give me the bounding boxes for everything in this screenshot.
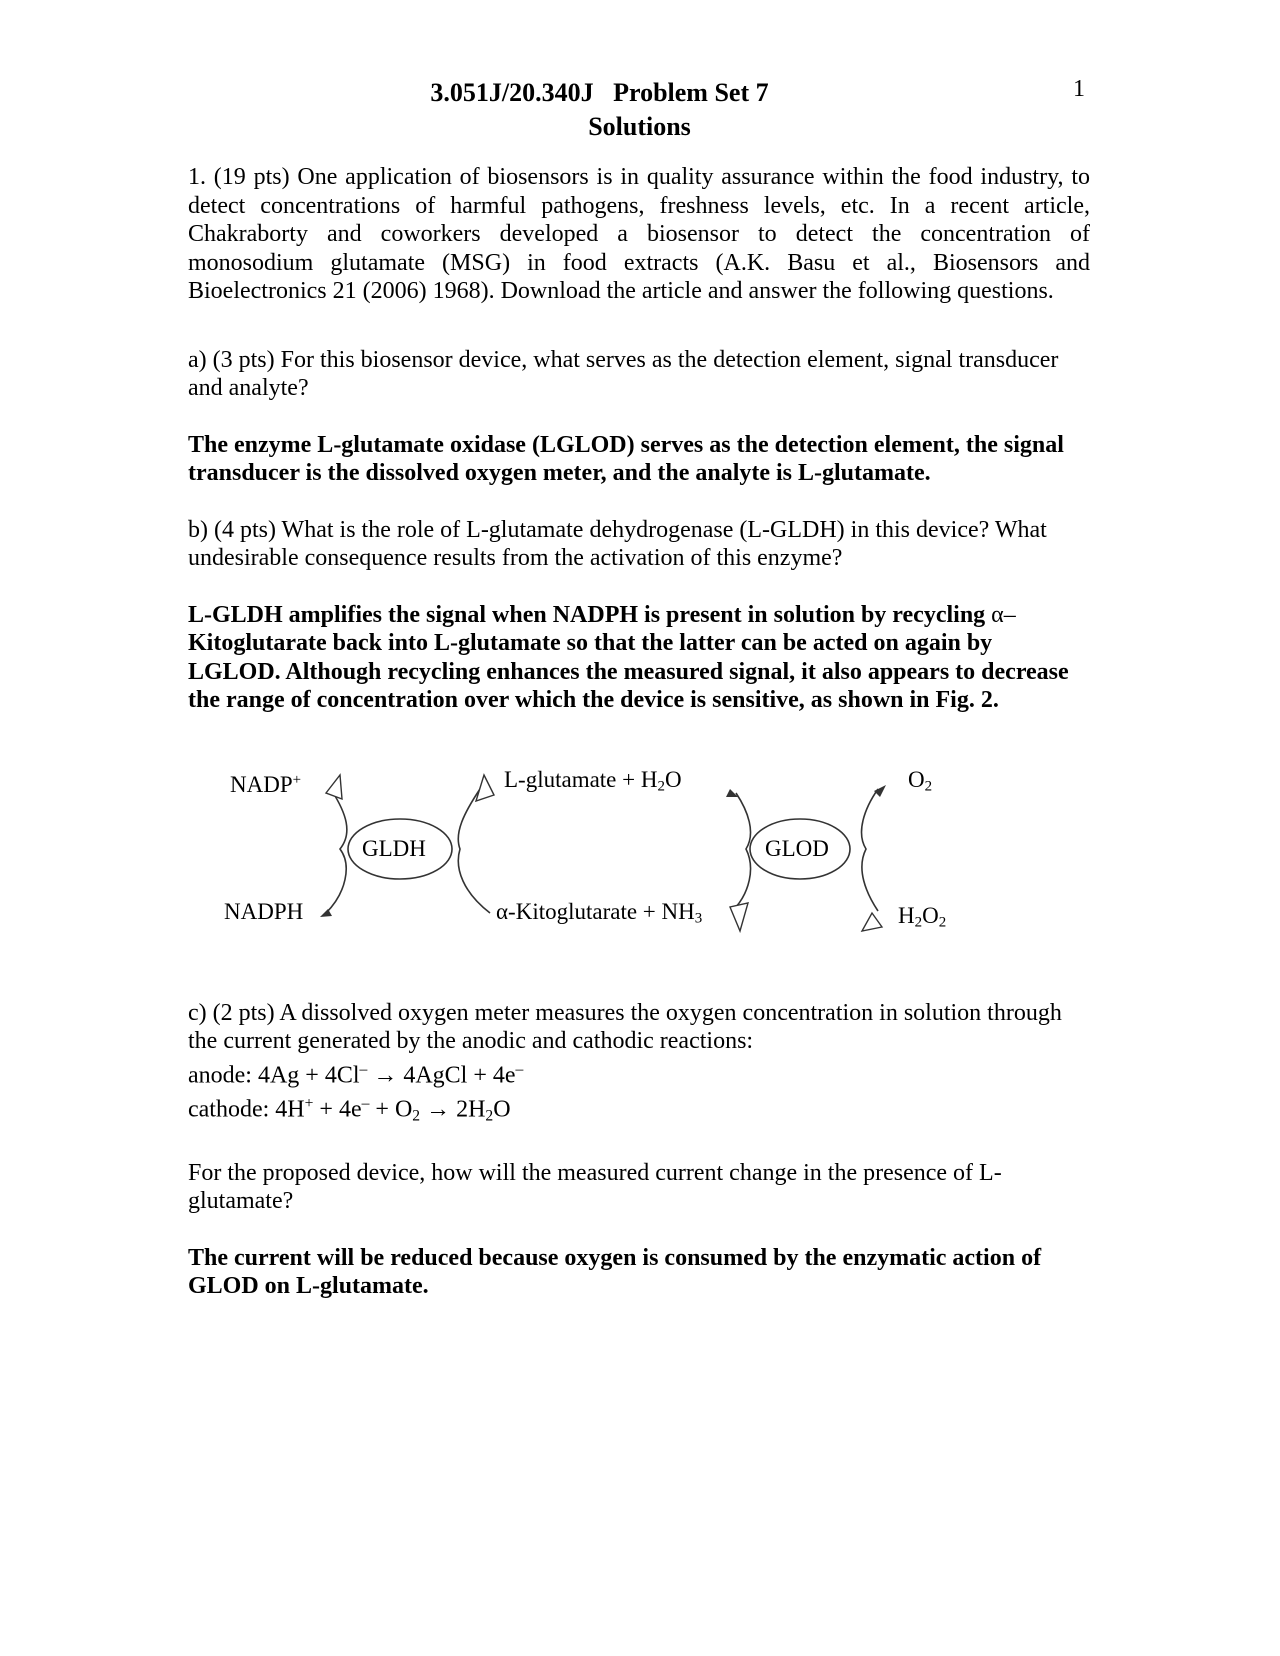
- glod-substrate-curve: [736, 793, 751, 907]
- oxygen-curve: [862, 789, 878, 911]
- h2o2-arrowhead: [862, 913, 882, 931]
- label-nadp: NADP+: [230, 771, 302, 797]
- question-c-followup: For the proposed device, how will the measured current change in the presence of L-glutamate?: [188, 1159, 1002, 1215]
- cathode-equation: cathode: $4H^+ + 4e^- + O_2 \to 2H_2O$: [188, 1094, 511, 1125]
- title-course: 3.051J/20.340J Problem Set 7: [430, 78, 769, 107]
- document-body: [188, 163, 1090, 1301]
- title-subtitle: Solutions: [588, 112, 691, 141]
- answer-a: The enzyme L-glutamate oxidase (LGLOD) serves as the detection element, the signal transducer is the dissolved oxygen meter, and the analyte is L-glutamate.: [188, 431, 1064, 486]
- o2-tail: [874, 785, 886, 797]
- label-h2o2: $H_2O_2$: [898, 902, 947, 931]
- question-c: c) (2 pts) A dissolved oxygen meter measures the oxygen concentration in solution through the current generated by the anodic and cathodic reactions:: [188, 999, 1062, 1054]
- lglutamate-arrowhead: [476, 775, 494, 801]
- label-akg: α-Kitoglutarate + $NH_3$: [496, 898, 703, 927]
- akg-arrowhead: [730, 903, 748, 931]
- label-lglutamate: L-glutamate + $H_2O$: [504, 766, 682, 795]
- nadph-tail: [320, 909, 332, 917]
- answer-c: The current will be reduced because oxygen is consumed by the enzymatic action of GLOD on L-glutamate.: [188, 1244, 1042, 1300]
- gldh-substrate-curve: [458, 789, 490, 913]
- nadp-curve: [326, 791, 347, 913]
- label-gldh: GLDH: [362, 835, 426, 861]
- anode-equation: anode: 4Ag + 4Cl– → 4AgCl + 4e–: [188, 1060, 524, 1089]
- enzyme-reaction-diagram: [224, 753, 988, 959]
- nadp-arrowhead: [326, 775, 342, 799]
- question-a: a) (3 pts) For this biosensor device, what serves as the detection element, signal transducer and analyte?: [188, 346, 1059, 401]
- label-glod: GLOD: [765, 835, 829, 861]
- answer-b: [188, 601, 1090, 715]
- question-1-intro: 1. (19 pts) One application of biosensors is in quality assurance within the food industry, to detect concentrations of harmful pathogens, freshness levels, etc. In a recent article, Chakraborty and coworkers developed a biosensor to detect the concentration of monosodium glutamate (MSG) in food extracts (A.K. Basu et al., Biosensors and Bioelectronics 21 (2006) 1968). Download the article and answer the following questions.: [188, 164, 1090, 304]
- page-title: [0, 76, 1280, 144]
- question-b: b) (4 pts) What is the role of L-glutamate dehydrogenase (L-GLDH) in this device? What undesirable consequence results from the activation of this enzyme?: [188, 516, 1047, 571]
- label-o2: $O_2$: [908, 766, 933, 795]
- answer-b-part1: L-GLDH amplifies the signal when NADPH is present in solution by recycling: [188, 601, 992, 628]
- answer-b-part2: Kitoglutarate back into L-glutamate so that the latter can be acted on again by LGLOD. Although recycling enhances the measured signal, it also appears to decrease the range of concentration over which the device is sensitive, as shown in Fig. 2.: [188, 630, 1069, 713]
- page-number: 1: [1073, 76, 1085, 102]
- label-nadph: NADPH: [224, 898, 304, 924]
- answer-b-alpha: α–: [991, 601, 1016, 628]
